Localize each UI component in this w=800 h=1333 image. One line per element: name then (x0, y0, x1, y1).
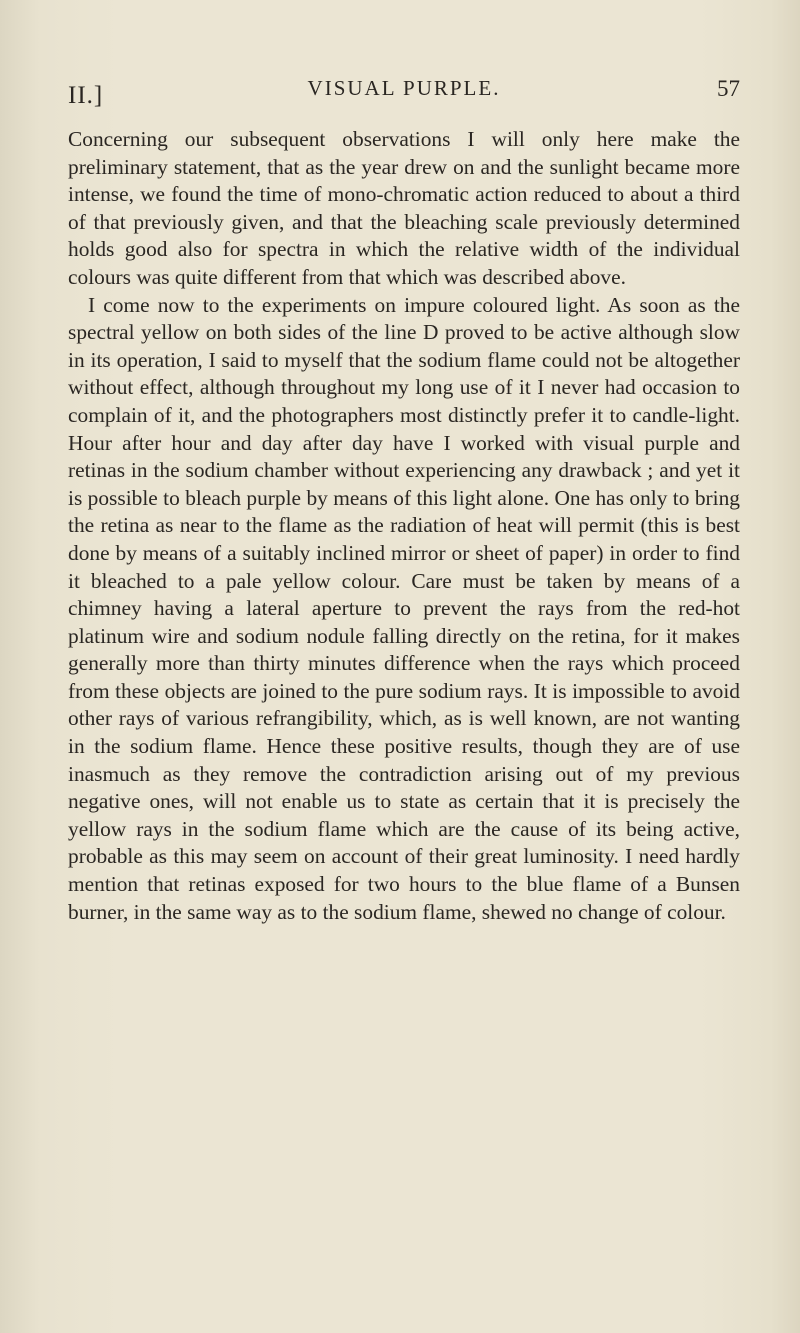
running-title: VISUAL PURPLE. (307, 76, 501, 100)
paragraph-1: Concerning our subsequent observations I will only here make the preliminary statement, that as the year drew on and the sunlight became more intense, we found the time of mono-chromatic action reduced to about a third of that previously given, and that the bleaching scale previously determined holds good also for spectra in which the relative width of the individual colours was quite different from that which was described above. (68, 127, 740, 289)
page-number: 57 (717, 76, 740, 101)
running-header (68, 76, 740, 116)
body-text (68, 126, 740, 926)
paragraph-2: I come now to the experiments on impure coloured light. As soon as the spectral yellow on both sides of the line D proved to be active although slow in its operation, I said to myself that the sodium flame could not be altogether without effect, although throughout my long use of it I never had occasion to complain of it, and the photographers most distinctly prefer it to candle-light. Hour after hour and day after day have I worked with visual purple and retinas in the sodium chamber without experiencing any drawback ; and yet it is possible to bleach purple by means of this light alone. One has only to bring the retina as near to the flame as the radiation of heat will permit (this is best done by means of a suitably inclined mirror or sheet of paper) in order to find it bleached to a pale yellow colour. Care must be taken by means of a chimney having a lateral aperture to prevent the rays from the red-hot platinum wire and sodium nodule falling directly on the retina, for it makes generally more than thirty minutes difference when the rays which proceed from these objects are joined to the pure sodium rays. It is impossible to avoid other rays of various refrangibility, which, as is well known, are not wanting in the sodium flame. Hence these positive results, though they are of use inasmuch as they remove the contradiction arising out of my previous negative ones, will not enable us to state as certain that it is precisely the yellow rays in the sodium flame which are the cause of its being active, probable as this may seem on account of their great luminosity. I need hardly mention that retinas exposed for two hours to the blue flame of a Bunsen burner, in the same way as to the sodium flame, shewed no change of colour. (68, 292, 740, 924)
chapter-marker: II.] (68, 82, 104, 109)
